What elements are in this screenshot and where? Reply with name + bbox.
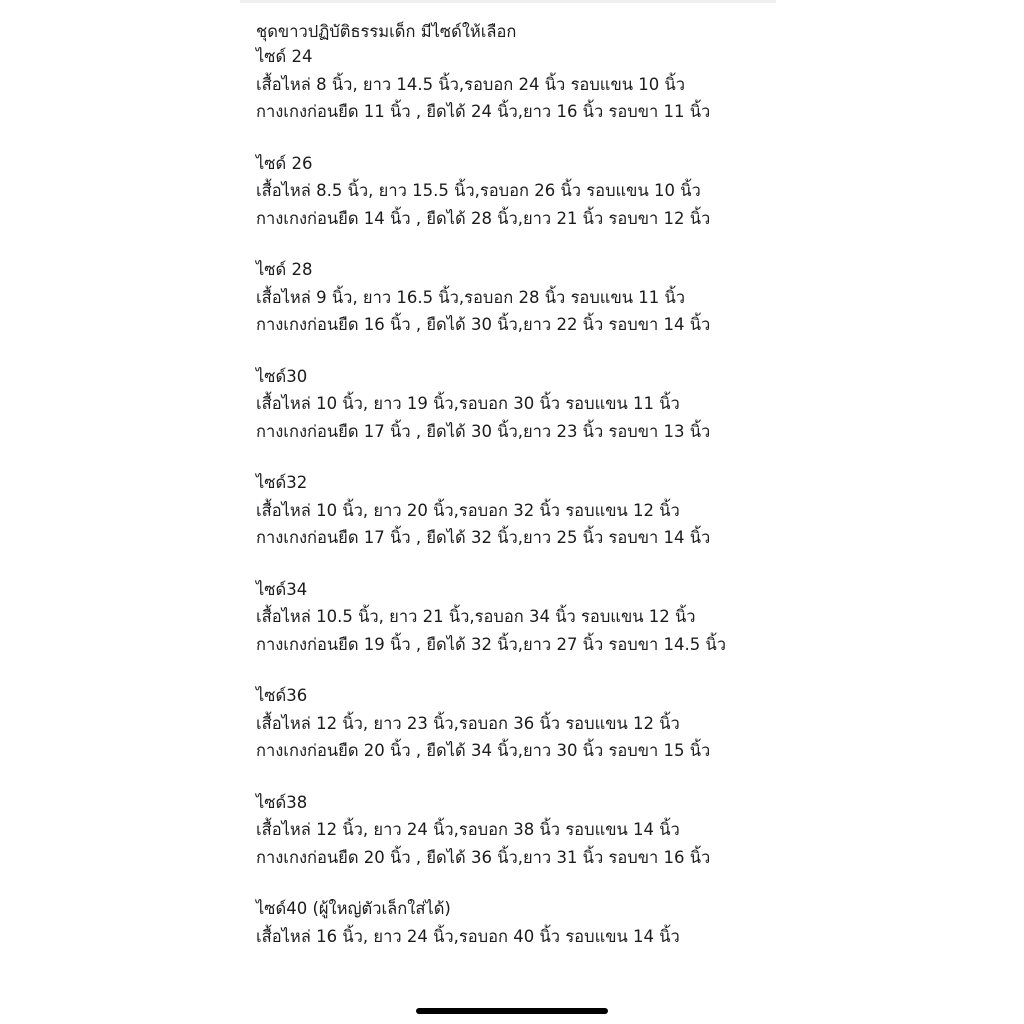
size-section-34: [256, 576, 996, 659]
pants-measurements: กางเกงก่อนยืด 16 นิ้ว , ยืดได้ 30 นิ้ว,ยาว 22 นิ้ว รอบขา 14 นิ้ว: [256, 315, 711, 334]
shirt-measurements: เสื้อไหล่ 10 นิ้ว, ยาว 20 นิ้ว,รอบอก 32 นิ้ว รอบแขน 12 นิ้ว: [256, 500, 680, 520]
note-title: ชุดขาวปฏิบัติธรรมเด็ก มีไซด์ให้เลือก: [256, 22, 517, 41]
size-label: ไซด์ 28: [256, 260, 313, 279]
size-section-28: [256, 256, 996, 339]
size-label: ไซด์ 24: [256, 47, 313, 66]
top-divider: [240, 0, 776, 3]
size-section-24: [256, 43, 996, 126]
pants-measurements: กางเกงก่อนยืด 17 นิ้ว , ยืดได้ 30 นิ้ว,ยาว 23 นิ้ว รอบขา 13 นิ้ว: [256, 421, 711, 441]
pants-measurements: กางเกงก่อนยืด 20 นิ้ว , ยืดได้ 34 นิ้ว,ยาว 30 นิ้ว รอบขา 15 นิ้ว: [256, 741, 711, 760]
home-indicator[interactable]: [416, 1008, 608, 1014]
shirt-measurements: เสื้อไหล่ 16 นิ้ว, ยาว 24 นิ้ว,รอบอก 40 นิ้ว รอบแขน 14 นิ้ว: [256, 926, 680, 946]
shirt-measurements: เสื้อไหล่ 8.5 นิ้ว, ยาว 15.5 นิ้ว,รอบอก 26 นิ้ว รอบแขน 10 นิ้ว: [256, 181, 701, 200]
shirt-measurements: เสื้อไหล่ 8 นิ้ว, ยาว 14.5 นิ้ว,รอบอก 24 นิ้ว รอบแขน 10 นิ้ว: [256, 74, 686, 94]
pants-measurements: กางเกงก่อนยืด 17 นิ้ว , ยืดได้ 32 นิ้ว,ยาว 25 นิ้ว รอบขา 14 นิ้ว: [256, 528, 711, 547]
size-label: ไซด์ 26: [256, 153, 313, 173]
size-label: ไซด์34: [256, 579, 308, 599]
size-section-38: [256, 789, 996, 872]
pants-measurements: กางเกงก่อนยืด 20 นิ้ว , ยืดได้ 36 นิ้ว,ยาว 31 นิ้ว รอบขา 16 นิ้ว: [256, 847, 711, 867]
pants-measurements: กางเกงก่อนยืด 11 นิ้ว , ยืดได้ 24 นิ้ว,ยาว 16 นิ้ว รอบขา 11 นิ้ว: [256, 102, 711, 121]
shirt-measurements: เสื้อไหล่ 12 นิ้ว, ยาว 23 นิ้ว,รอบอก 36 นิ้ว รอบแขน 12 นิ้ว: [256, 713, 680, 733]
pants-measurements: กางเกงก่อนยืด 19 นิ้ว , ยืดได้ 32 นิ้ว,ยาว 27 นิ้ว รอบขา 14.5 นิ้ว: [256, 634, 727, 654]
shirt-measurements: เสื้อไหล่ 9 นิ้ว, ยาว 16.5 นิ้ว,รอบอก 28 นิ้ว รอบแขน 11 นิ้ว: [256, 287, 686, 307]
size-section-30: [256, 363, 996, 446]
size-label: ไซด์36: [256, 686, 308, 705]
size-section-32: [256, 469, 996, 552]
size-section-36: [256, 682, 996, 765]
shirt-measurements: เสื้อไหล่ 10 นิ้ว, ยาว 19 นิ้ว,รอบอก 30 นิ้ว รอบแขน 11 นิ้ว: [256, 394, 680, 413]
size-label: ไซด์40 (ผู้ใหญ่ตัวเล็กใส่ได้): [256, 899, 451, 918]
size-label: ไซด์38: [256, 792, 308, 812]
shirt-measurements: เสื้อไหล่ 10.5 นิ้ว, ยาว 21 นิ้ว,รอบอก 34 นิ้ว รอบแขน 12 นิ้ว: [256, 607, 696, 626]
size-section-40: [256, 895, 996, 950]
size-label: ไซด์30: [256, 366, 308, 386]
shirt-measurements: เสื้อไหล่ 12 นิ้ว, ยาว 24 นิ้ว,รอบอก 38 นิ้ว รอบแขน 14 นิ้ว: [256, 820, 680, 839]
size-label: ไซด์32: [256, 473, 308, 492]
size-section-26: [256, 150, 996, 233]
pants-measurements: กางเกงก่อนยืด 14 นิ้ว , ยืดได้ 28 นิ้ว,ยาว 21 นิ้ว รอบขา 12 นิ้ว: [256, 208, 711, 228]
size-chart-note: [256, 20, 996, 974]
